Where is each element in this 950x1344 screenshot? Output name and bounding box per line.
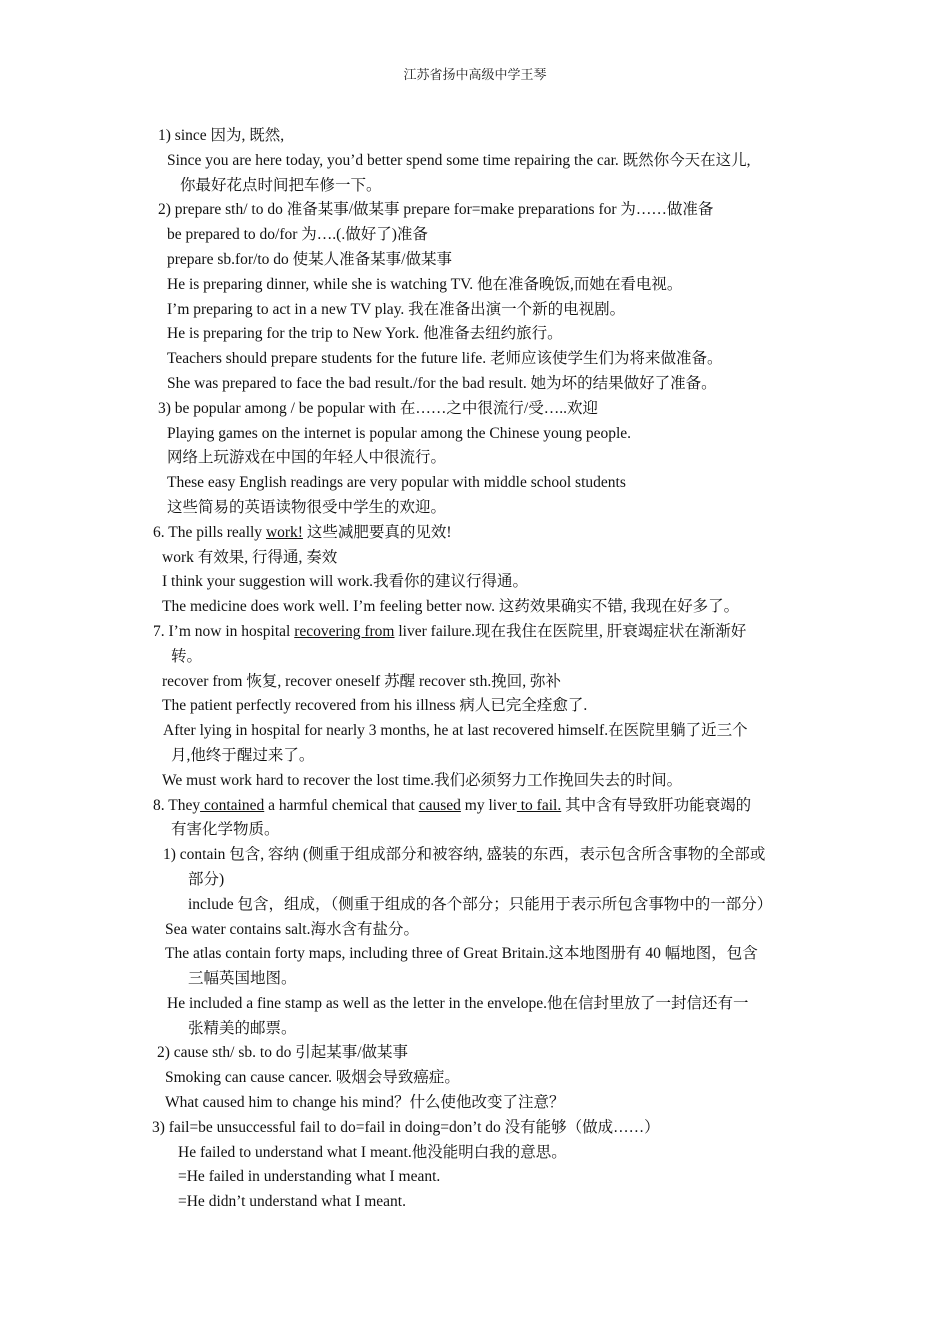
text-line: 2) cause sth/ sb. to do 引起某事/做某事 (157, 1044, 408, 1062)
text-line: prepare sb.for/to do 使某人准备某事/做某事 (167, 250, 452, 268)
text-line: 1) since 因为, 既然, (158, 127, 285, 144)
page-header: 江苏省扬中高级中学王琴 (403, 67, 547, 82)
text-line: Sea water contains salt.海水含有盐分。 (165, 920, 419, 938)
text-line: After lying in hospital for nearly 3 months, he at last recovered himself.在医院里躺了近三个 (163, 722, 748, 740)
underlined-text: caused (418, 796, 461, 814)
text-line: 2) prepare sth/ to do 准备某事/做某事 prepare for=make preparations for 为……做准备 (158, 201, 714, 219)
text-line: recover from 恢复, recover oneself 苏醒 recover sth.挽回, 弥补 (162, 672, 561, 690)
text-run: 6. The pills really (153, 523, 266, 541)
text-line: 月,他终于醒过来了。 (171, 746, 315, 764)
text-run: 7. I’m now in hospital (153, 622, 295, 640)
text-line: The medicine does work well. I’m feeling better now. 这药效果确实不错, 我现在好多了。 (162, 598, 740, 616)
text-line: be prepared to do/for 为….(.做好了)准备 (167, 226, 428, 244)
text-line: Smoking can cause cancer. 吸烟会导致癌症。 (165, 1069, 460, 1087)
text-line: 3) be popular among / be popular with 在……之中很流行/受…..欢迎 (158, 399, 598, 417)
text-line: He failed to understand what I meant.他没能明白我的意思。 (178, 1143, 567, 1161)
text-line: We must work hard to recover the lost time.我们必须努力工作挽回失去的时间。 (162, 771, 683, 789)
text-run: 8. They (153, 796, 201, 814)
text-line: 部分) (188, 870, 225, 888)
underlined-text: recovering from (294, 622, 395, 640)
document-body (0, 124, 950, 1215)
text-run: my liver (460, 796, 517, 814)
text-line: Playing games on the internet is popular among the Chinese young people. (167, 424, 632, 442)
text-line: 网络上玩游戏在中国的年轻人中很流行。 (167, 449, 447, 467)
text-run: liver failure.现在我住在医院里, 肝衰竭症状在渐渐好 (394, 622, 747, 640)
text-line: 你最好花点时间把车修一下。 (180, 176, 382, 194)
underlined-text: work! (265, 523, 303, 541)
text-line: These easy English readings are very popular with middle school students (167, 474, 626, 492)
text-line: 这些简易的英语读物很受中学生的欢迎。 (167, 498, 447, 516)
text-line: 有害化学物质。 (171, 821, 280, 839)
text-line (0, 521, 950, 546)
text-line: The atlas contain forty maps, including three of Great Britain.这本地图册有 40 幅地图，包含 (165, 945, 758, 963)
text-line: He is preparing dinner, while she is watching TV. 他在准备晚饭,而她在看电视。 (167, 275, 683, 293)
text-line: 1) contain 包含, 容纳 (侧重于组成部分和被容纳, 盛装的东西，表示包含所含事物的全部或 (163, 846, 766, 864)
text-line: The patient perfectly recovered from his illness 病人已完全痊愈了. (162, 697, 588, 715)
text-line: I’m preparing to act in a new TV play. 我在准备出演一个新的电视剧。 (167, 300, 626, 318)
text-line: 3) fail=be unsuccessful fail to do=fail in doing=don’t do 没有能够（做成……） (152, 1118, 660, 1136)
text-line: 转。 (171, 647, 203, 665)
text-line: =He failed in understanding what I meant. (178, 1168, 441, 1186)
text-line (0, 620, 950, 645)
underlined-text: to fail. (516, 796, 562, 814)
text-line: 三幅英国地图。 (188, 970, 297, 988)
text-line: Since you are here today, you’d better spend some time repairing the car. 既然你今天在这儿, (167, 151, 751, 169)
text-run: 这些减肥要真的见效! (302, 523, 452, 541)
text-line: =He didn’t understand what I meant. (178, 1193, 406, 1211)
underlined-text: contained (200, 796, 265, 814)
text-line: She was prepared to face the bad result./for the bad result. 她为坏的结果做好了准备。 (167, 374, 717, 392)
text-line: 张精美的邮票。 (188, 1019, 297, 1037)
text-line (0, 794, 950, 819)
text-line: Teachers should prepare students for the future life. 老师应该使学生们为将来做准备。 (167, 350, 723, 368)
text-line: I think your suggestion will work.我看你的建议行得通。 (162, 573, 528, 591)
text-line: He is preparing for the trip to New York. 他准备去纽约旅行。 (167, 325, 563, 343)
text-line: include 包含，组成，（侧重于组成的各个部分；只能用于表示所包含事物中的一部分） (188, 895, 773, 913)
text-line: He included a fine stamp as well as the letter in the envelope.他在信封里放了一封信还有一 (167, 994, 749, 1012)
text-line: work 有效果, 行得通, 奏效 (162, 548, 338, 566)
text-line: What caused him to change his mind？什么使他改变了注意？ (165, 1094, 565, 1112)
text-run: 其中含有导致肝功能衰竭的 (561, 796, 752, 814)
text-run: a harmful chemical that (264, 796, 419, 814)
